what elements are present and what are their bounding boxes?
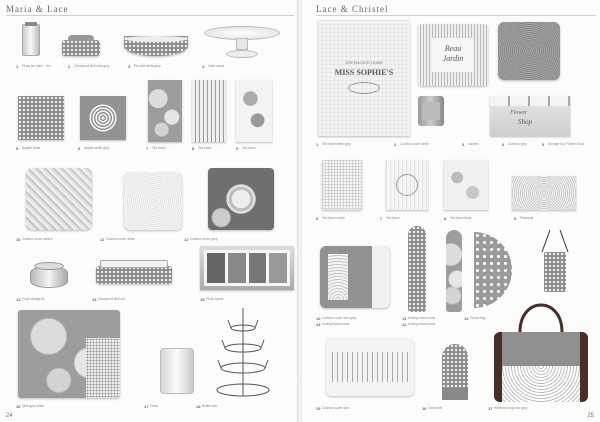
ironing-board-cover-2 [446,230,462,312]
left-page [0,0,298,422]
item-caption: Lantern [468,142,479,146]
item-number: 9 [236,146,239,151]
item-number: 14 [92,297,97,302]
item-number: 15 [316,406,321,411]
placemat [512,176,576,210]
bottle-rack [214,306,272,400]
item-number: 1 [316,142,319,147]
item-number: 4 [502,142,505,147]
item-caption: Tea towel white grey [322,142,351,146]
ironing-board-cover-1 [408,226,426,312]
quilt [18,310,120,398]
cushion-word-2: Jardin [442,54,464,63]
item-caption: Storage box Flower Shop [548,142,584,146]
item-number: 18 [196,404,201,409]
cushion-white [124,172,182,230]
item-number: 4 [202,64,205,69]
tea-towel-crest [386,160,428,210]
cushion-lace [326,338,414,396]
item-number: 10 [16,237,21,242]
item-caption: Pie dish white grey [134,64,161,68]
cushion-grey-flower [208,168,274,230]
item-caption: Napkin white grey [84,146,110,150]
box-word-2: Shop [518,118,532,126]
lantern [418,96,444,126]
item-caption: Ironing board cover [408,322,436,326]
item-caption: Cushion cover sequin [22,237,53,241]
item-number: 2 [394,142,397,147]
food-tin [30,262,74,288]
item-caption: Tea towel [152,146,166,150]
storage-box-flower-shop [490,96,570,136]
item-number: 3 [128,64,131,69]
item-caption: Photo frame [206,297,224,301]
item-number: 10 [316,316,321,321]
item-caption: Oven mitt [428,406,442,410]
cake-stand [204,26,280,58]
cushion-beau-jardin [418,24,488,86]
item-number: 11 [100,237,105,242]
tea-towel-floral [148,80,182,142]
item-caption: Cushion cover white [106,237,135,241]
weekend-bag [488,292,594,404]
item-number: 6 [316,216,319,221]
tea-towel-floral [444,160,488,210]
right-page [302,0,600,422]
item-caption: Tea towel check [322,216,345,220]
item-caption: Cushion cover lace grey [322,316,357,320]
item-caption: Cushion cover white [400,142,429,146]
oven-mitt [442,344,472,402]
header-rule [316,15,596,16]
tea-towel-miss-sophies [318,20,410,136]
item-number: 9 [514,216,517,221]
item-caption: Cushion grey [508,142,527,146]
item-caption: Napkin white [22,146,41,150]
item-number: 17 [144,404,149,409]
item-caption: Cushion cover grey [190,237,218,241]
item-caption: Tea towel [386,216,400,220]
glass [160,348,194,394]
cushion-word-1: Beau [444,44,462,53]
item-caption: Ovenproof dish set [98,297,125,301]
item-caption: Cushion cover lace [322,406,350,410]
cushion-lace-grey [320,246,390,308]
item-number: 11 [402,316,407,321]
item-caption: Ironing board cover [322,322,350,326]
item-number: 13 [316,322,321,327]
box-word-1: Flower [510,110,528,116]
item-caption: Glass [150,404,159,408]
item-number: 14 [464,316,469,321]
item-number: 6 [78,146,81,151]
item-number: 7 [380,216,383,221]
left-page-header: Maria & Lace [6,4,69,14]
tea-towel-white-floral [236,80,272,142]
item-number: 8 [444,216,447,221]
phone-bag [538,228,572,296]
tea-towel-stripe [192,80,226,142]
cushion-sequin [26,168,92,230]
item-caption: Bottle rack [202,404,218,408]
item-number: 2 [68,64,71,69]
pie-dish [124,36,188,56]
item-number: 12 [402,322,407,327]
item-caption: Ironing board cover [408,316,436,320]
item-number: 5 [16,146,19,151]
napkin-dots [18,96,64,140]
item-caption: Food storage tin [22,297,46,301]
item-number: 13 [16,297,21,302]
item-caption: Placemat [520,216,534,220]
page-number: 25 [587,413,594,419]
item-caption: Quilt grey white [22,404,44,408]
item-number: 16 [16,404,21,409]
item-number: 5 [542,142,545,147]
item-caption: Ovenproof dish dots grey [74,64,110,68]
glass-jar [22,24,40,56]
item-caption: Tea towel floral [450,216,472,220]
item-number: 15 [200,297,205,302]
right-page-header: Lace & Christel [316,4,389,14]
item-number: 3 [462,142,465,147]
item-number: 8 [192,146,195,151]
item-caption: Phone bag [470,316,486,320]
item-caption: Glass jar white · Hm [22,64,51,68]
ovenproof-dish-set [96,266,172,284]
tea-towel-title: MISS SOPHIE'S [334,68,394,77]
item-caption: Tea towel [198,146,212,150]
tea-towel-check [322,160,362,210]
photo-frame [200,246,294,290]
ovenproof-dish [62,40,100,56]
item-number: 7 [146,146,149,151]
item-number: 16 [422,406,427,411]
header-rule [6,15,294,16]
item-number: 17 [488,406,493,411]
tea-towel-brand: GREENGATE HOME [345,60,383,65]
item-caption: Cake stand [208,64,225,68]
item-caption: Weekend bag lace grey [494,406,528,410]
napkin-lace [80,96,126,140]
item-number: 12 [184,237,189,242]
page-number: 24 [6,413,13,419]
cushion-grey [498,22,560,80]
item-caption: Tea towel [242,146,256,150]
item-number: 1 [16,64,19,69]
